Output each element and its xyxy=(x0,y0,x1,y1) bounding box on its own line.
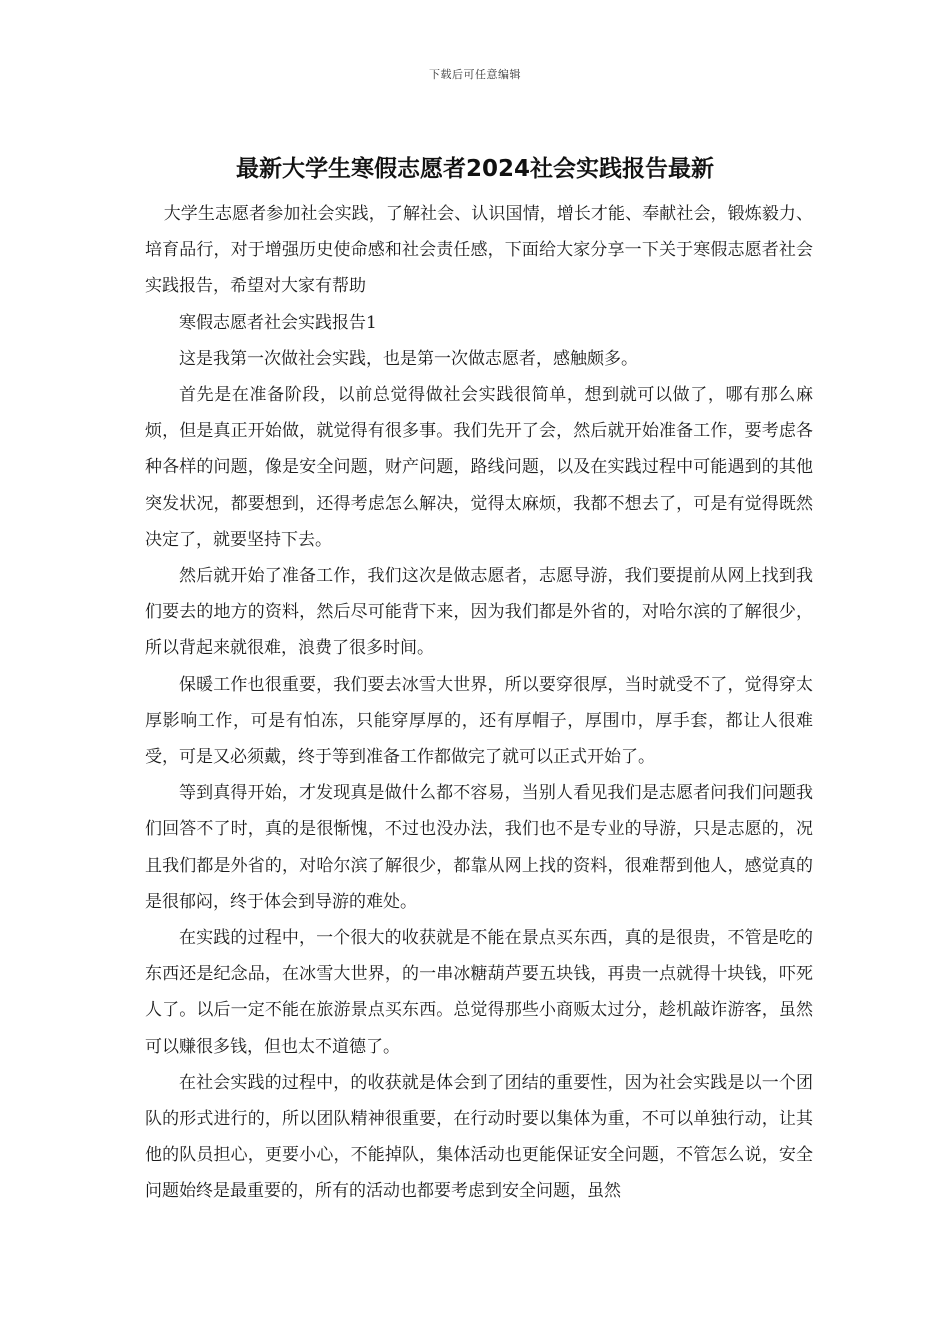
body-paragraph: 在实践的过程中，一个很大的收获就是不能在景点买东西，真的是很贵，不管是吃的东西还是纪念品，在冰雪大世界，的一串冰糖葫芦要五块钱，再贵一点就得十块钱，吓死人了。以后一定不能在旅游景点买东西。总觉得那些小商贩太过分，趁机敲诈游客，虽然可以赚很多钱，但也太不道德了。 xyxy=(145,928,813,1057)
document-body xyxy=(145,196,813,1210)
body-paragraph: 保暖工作也很重要，我们要去冰雪大世界，所以要穿很厚，当时就受不了，觉得穿太厚影响工作，可是有怕冻，只能穿厚厚的，还有厚帽子，厚围巾，厚手套，都让人很难受，可是又必须戴，终于等到准备工作都做完了就可以正式开始了。 xyxy=(145,674,813,768)
body-paragraph: 然后就开始了准备工作，我们这次是做志愿者，志愿导游，我们要提前从网上找到我们要去的地方的资料，然后尽可能背下来，因为我们都是外省的，对哈尔滨的了解很少，所以背起来就很难，浪费了很多时间。 xyxy=(145,566,813,659)
body-paragraph: 首先是在准备阶段，以前总觉得做社会实践很简单，想到就可以做了，哪有那么麻烦，但是真正开始做，就觉得有很多事。我们先开了会，然后就开始准备工作，要考虑各种各样的问题，像是安全问题，财产问题，路线问题，以及在实践过程中可能遇到的其他突发状况，都要想到，还得考虑怎么解决，觉得太麻烦，我都不想去了，可是有觉得既然决定了，就要坚持下去。 xyxy=(145,385,813,550)
document-title: 最新大学生寒假志愿者2024社会实践报告最新 xyxy=(235,156,714,182)
header-note: 下载后可任意编辑 xyxy=(429,68,521,81)
body-paragraph: 在社会实践的过程中，的收获就是体会到了团结的重要性，因为社会实践是以一个团队的形式进行的，所以团队精神很重要，在行动时要以集体为重，不可以单独行动，让其他的队员担心，更要小心，不能掉队，集体活动也更能保证安全问题，不管怎么说，安全问题始终是最重要的，所有的活动也都要考虑到安全问题，虽然 xyxy=(145,1072,813,1202)
section-heading: 寒假志愿者社会实践报告1 xyxy=(179,312,377,333)
intro-paragraph: 大学生志愿者参加社会实践，了解社会、认识国情，增长才能、奉献社会，锻炼毅力、培育品行，对于增强历史使命感和社会责任感，下面给大家分享一下关于寒假志愿者社会实践报告，希望对大家有帮助 xyxy=(145,204,813,297)
body-paragraph: 这是我第一次做社会实践，也是第一次做志愿者，感触颇多。 xyxy=(179,348,638,369)
body-paragraph: 等到真得开始，才发现真是做什么都不容易，当别人看见我们是志愿者问我们问题我们回答不了时，真的是很惭愧，不过也没办法，我们也不是专业的导游，只是志愿的，况且我们都是外省的，对哈尔滨了解很少，都靠从网上找的资料，很难帮到他人，感觉真的是很郁闷，终于体会到导游的难处。 xyxy=(145,783,813,912)
